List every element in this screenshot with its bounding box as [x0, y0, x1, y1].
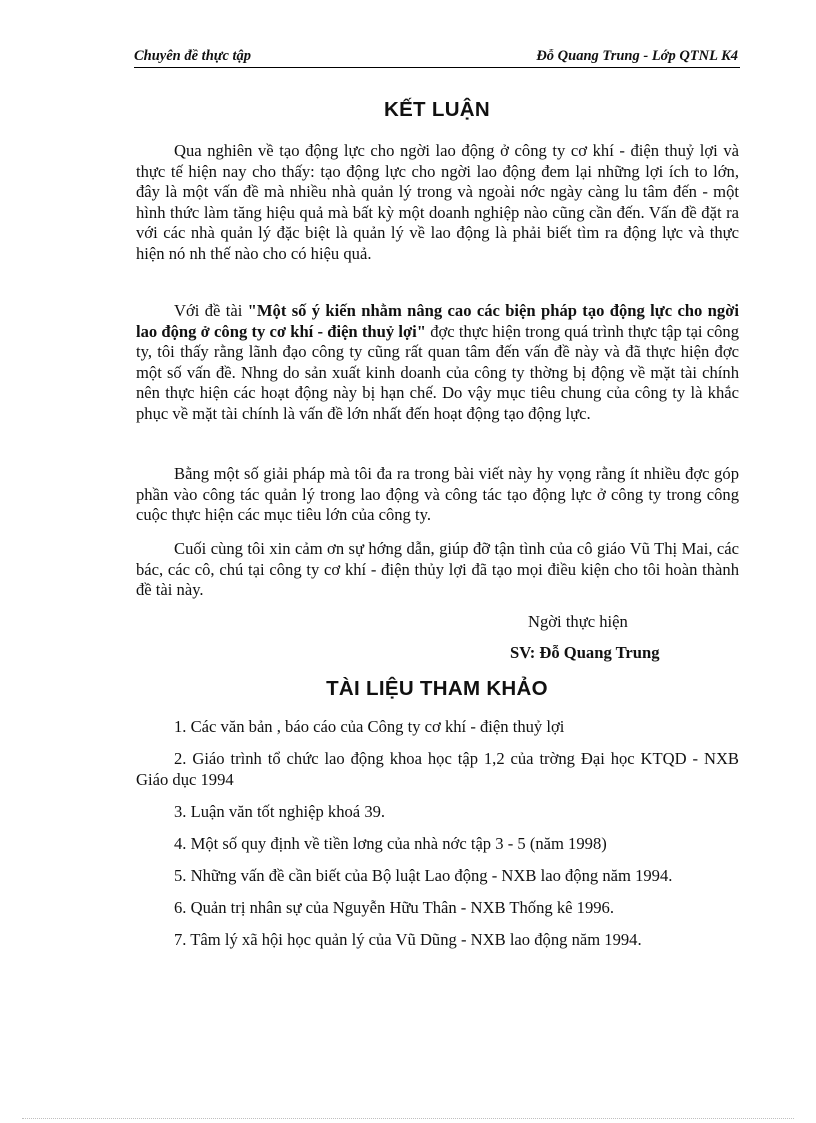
signature-role: Ngời thực hiện — [528, 612, 628, 631]
paragraph-2-rest: đợc thực hiện trong quá trình thực tập tại công ty, tôi thấy rằng lãnh đạo công ty cũng rất quan tâm đến vấn đề này và đã thực hiện đợc một số vấn đề. Nhng do sản xuất kinh doanh của công ty thờng bị động về mặt tài chính nên thực hiện các hoạt động này bị hạn chế. Do vậy mục tiêu chung của công ty là khắc phục về mặt tài chính là vấn đề lớn nhất đến hoạt động tạo động lực. — [136, 321, 740, 423]
conclusion-paragraph-4: Cuối cùng tôi xin cảm ơn sự hớng dẫn, giúp đỡ tận tình của cô giáo Vũ Thị Mai, các bác, các cô, chú tại công ty cơ khí - điện thủy lợi đã tạo mọi điều kiện cho tôi hoàn thành đề tài này. — [136, 539, 739, 599]
conclusion-paragraph-3: Bằng một số giải pháp mà tôi đa ra trong bài viết này hy vọng rằng ít nhiều đợc góp phần vào công tác quản lý trong lao động và công tác tạo động lực ở công ty trong công cuộc thực hiện các mục tiêu lớn của công ty. — [136, 464, 739, 524]
page-bottom-divider — [22, 1118, 794, 1119]
reference-item: 2. Giáo trình tổ chức lao động khoa học tập 1,2 của trờng Đại học KTQD - NXB Giáo dục 1994 — [136, 749, 739, 789]
header-course-label: Chuyên đề thực tập — [134, 48, 252, 64]
conclusion-paragraph-1: Qua nghiên về tạo động lực cho ngời lao động ở công ty cơ khí - điện thuỷ lợi và thực tế hiện nay cho thấy: tạo động lực cho ngời lao động đem lại những lợi ích to lớn, đây là một vấn đề mà nhiều nhà quản lý trong và ngoài nớc ngày càng lu tâm đến - một hình thức làm tăng hiệu quả mà bất kỳ một doanh nghiệp nào cũng cần đến. Vấn đề đặt ra với các nhà quản lý đặc biệt là quản lý về lao động là phải biết tìm ra động lực và thực hiện nó nh thế nào cho có hiệu quả. — [136, 141, 739, 263]
reference-item: 6. Quản trị nhân sự của Nguyễn Hữu Thân - NXB Thống kê 1996. — [174, 897, 614, 917]
thesis-topic-title: "Một số ý kiến nhằm nâng cao các biện pháp tạo động lực cho ngời lao động ở công ty cơ khí - điện thuỷ lợi" — [136, 301, 740, 341]
reference-item: 4. Một số quy định về tiền lơng của nhà nớc tập 3 - 5 (năm 1998) — [174, 833, 607, 853]
reference-item: 5. Những vấn đề cần biết của Bộ luật Lao động - NXB lao động năm 1994. — [174, 865, 673, 885]
signature-name: SV: Đỗ Quang Trung — [510, 643, 660, 662]
page-header — [134, 47, 740, 68]
paragraph-2-lead: Với đề tài — [174, 301, 248, 320]
conclusion-title: KẾT LUẬN — [383, 98, 491, 121]
references-title: TÀI LIỆU THAM KHẢO — [326, 677, 548, 700]
header-author-class: Đỗ Quang Trung - Lớp QTNL K4 — [536, 48, 738, 64]
reference-item: 7. Tâm lý xã hội học quản lý của Vũ Dũng - NXB lao động năm 1994. — [174, 929, 642, 949]
reference-item: 3. Luận văn tốt nghiệp khoá 39. — [174, 801, 386, 821]
conclusion-paragraph-2 — [136, 301, 739, 424]
reference-item: 1. Các văn bản , báo cáo của Công ty cơ khí - điện thuỷ lợi — [174, 717, 565, 736]
reference-list — [136, 717, 739, 962]
